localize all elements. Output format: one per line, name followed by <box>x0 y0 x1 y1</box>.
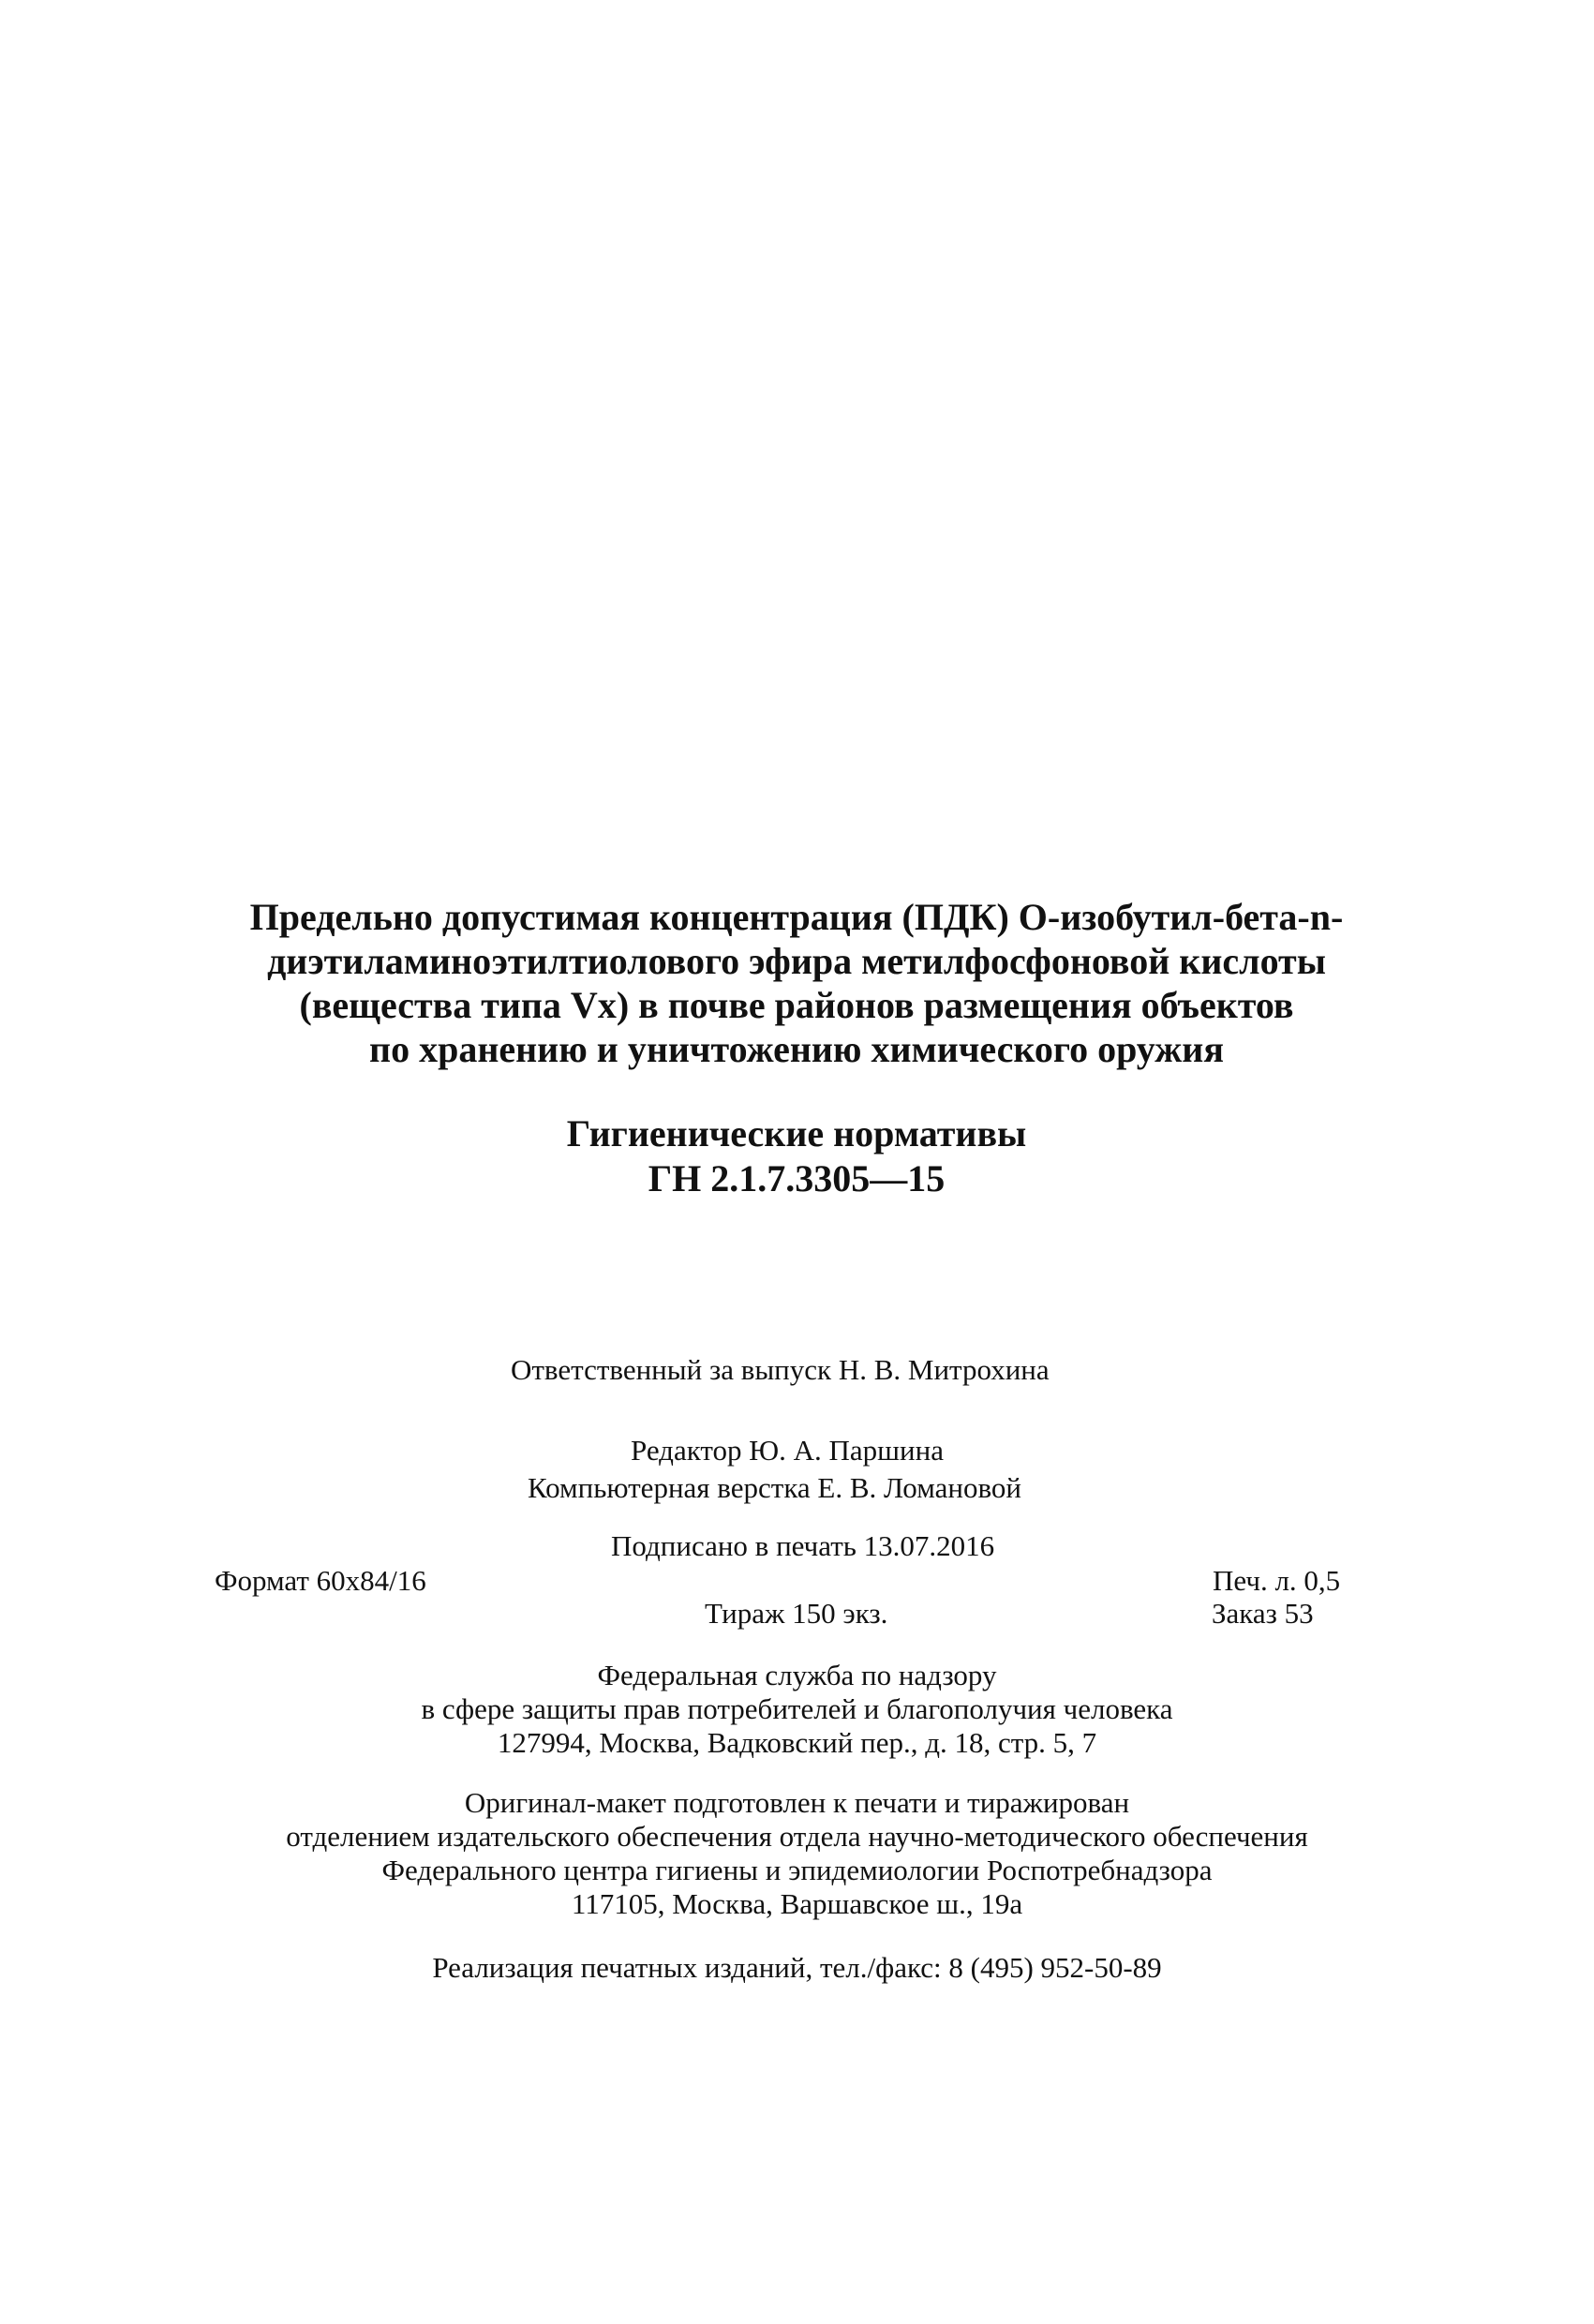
editor: Редактор Ю. А. Паршина <box>631 1434 944 1467</box>
document-code: ГН 2.1.7.3305—15 <box>648 1157 946 1199</box>
printer-line: Оригинал-макет подготовлен к печати и тиражирован <box>464 1786 1130 1819</box>
paper-format: Формат 60x84/16 <box>215 1564 426 1597</box>
circulation: Тираж 150 экз. <box>705 1597 888 1630</box>
printer-line: отделением издательского обеспечения отдела научно-методического обеспечения <box>286 1820 1308 1853</box>
document-title <box>169 895 1424 1071</box>
signed-to-print: Подписано в печать 13.07.2016 <box>611 1529 995 1562</box>
layout-designer: Компьютерная верстка Е. В. Ломановой <box>528 1471 1021 1504</box>
title-line: (вещества типа Vx) в почве районов размещения объектов <box>299 984 1294 1026</box>
publisher-line: в сфере защиты прав потребителей и благополучия человека <box>421 1692 1173 1725</box>
printer-address: 117105, Москва, Варшавское ш., 19а <box>571 1887 1023 1920</box>
document-subtitle <box>169 1111 1424 1201</box>
publisher-address: 127994, Москва, Вадковский пер., д. 18, стр. 5, 7 <box>497 1726 1097 1759</box>
publisher-line: Федеральная служба по надзору <box>597 1659 997 1691</box>
printer-line: Федерального центра гигиены и эпидемиологии Роспотребнадзора <box>381 1854 1213 1886</box>
title-line: Предельно допустимая концентрация (ПДК) О-изобутил-бета-n- <box>249 896 1344 938</box>
sales-contact: Реализация печатных изданий, тел./факс: 8 (495) 952-50-89 <box>432 1951 1162 1984</box>
order-number: Заказ 53 <box>1212 1597 1314 1630</box>
responsible-person: Ответственный за выпуск Н. В. Митрохина <box>511 1353 1050 1386</box>
title-line: диэтиламиноэтилтиолового эфира метилфосфоновой кислоты <box>267 940 1326 982</box>
print-sheets: Печ. л. 0,5 <box>1213 1564 1341 1597</box>
title-line: по хранению и уничтожению химического оружия <box>369 1028 1224 1070</box>
document-type: Гигиенические нормативы <box>566 1112 1027 1155</box>
